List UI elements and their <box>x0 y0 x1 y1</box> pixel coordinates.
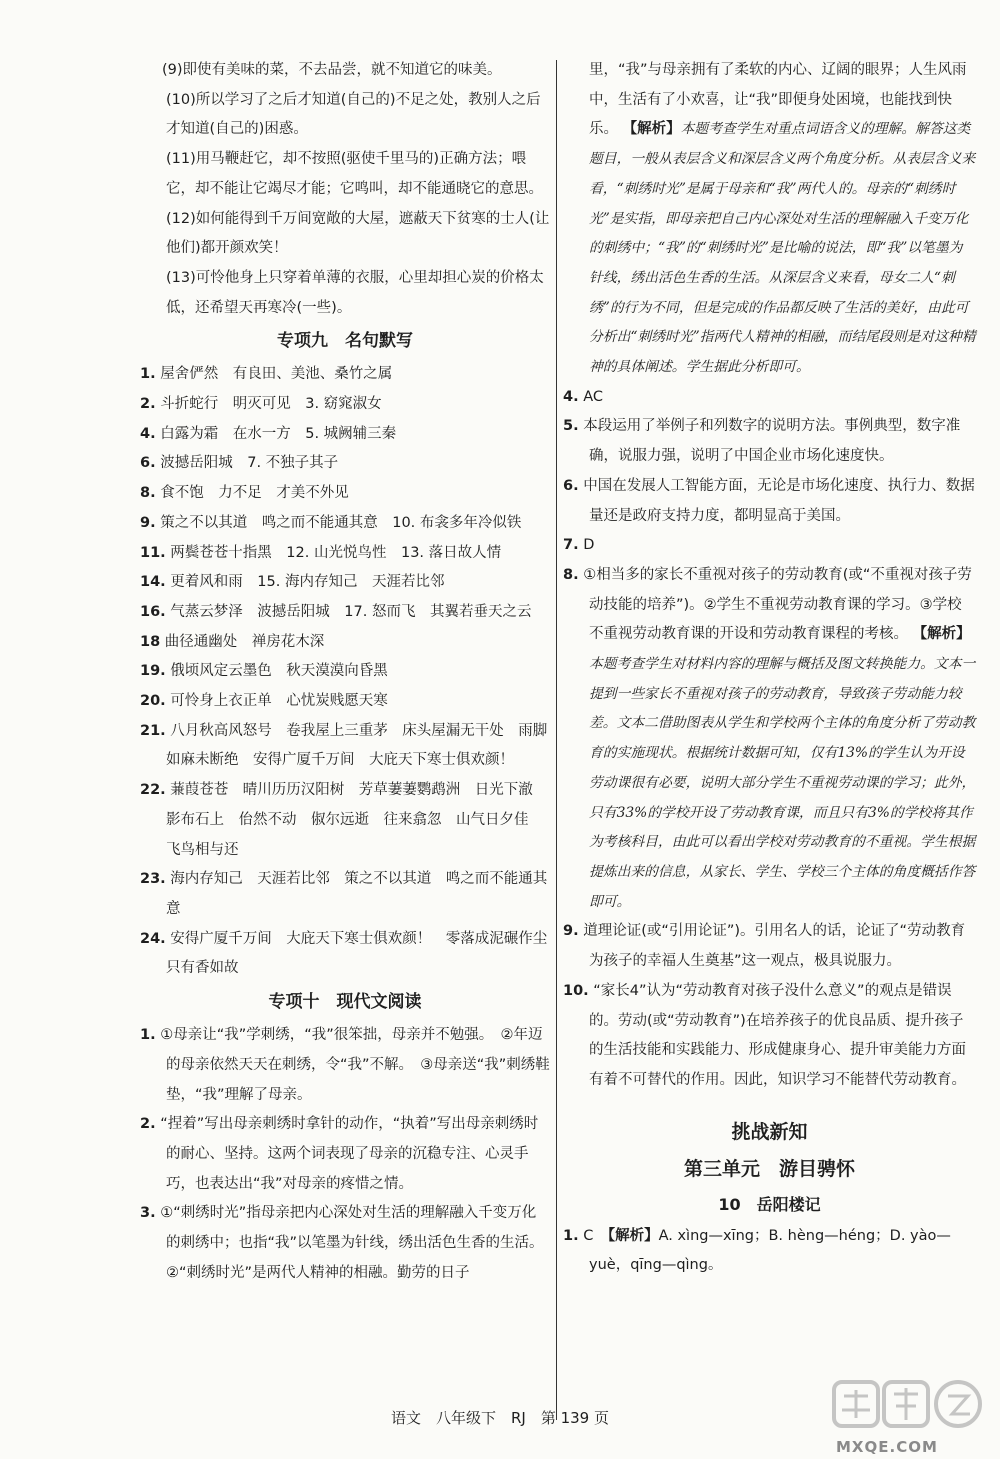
item-text: AC <box>583 388 604 405</box>
reading-list <box>140 1021 550 1288</box>
section-heading-9: 专项九 名句默写 <box>277 331 413 352</box>
mingju-answer <box>140 628 550 658</box>
mingju-answer <box>140 717 550 776</box>
reading-answer <box>563 977 976 1096</box>
watermark-text: MXQE.COM <box>836 1438 938 1456</box>
item-text: 海内存知己 天涯若比邻 策之不以其道 鸣之而不能通其意 <box>166 871 548 917</box>
mingju-answer <box>140 509 550 539</box>
item-number: 3. <box>140 1205 156 1222</box>
mingju-answer <box>140 925 562 984</box>
item-text: 八月秋高风怒号 卷我屋上三重茅 床头屋漏无干处 雨脚如麻未断绝 安得广厦千万间 大庇天下寒士俱欢颜！ <box>166 722 548 769</box>
lesson-heading: 10 岳阳楼记 <box>718 1194 821 1214</box>
answer-number: 8. <box>563 566 579 583</box>
item-text: 气蒸云梦泽 波撼岳阳城 17. 怒而飞 其翼若垂天之云 <box>170 603 532 620</box>
right-column <box>563 56 976 1281</box>
column-divider <box>556 60 557 1420</box>
item-number: 4. <box>563 388 579 405</box>
item-number: 24. <box>140 930 166 947</box>
item-number: 8. <box>140 485 156 502</box>
item-number: 4. <box>140 425 156 442</box>
answer-3-text: 里，“我”与母亲拥有了柔软的内心、辽阔的眼界；人生风雨中，生活有了小欢喜，让“我”即便身处困境，也能找到快乐。 <box>589 62 967 138</box>
reading-answer <box>140 1021 550 1110</box>
reading-answer <box>140 1110 550 1199</box>
item-number: 5. <box>563 418 579 435</box>
item-number: 6. <box>140 455 156 472</box>
item-number: 19. <box>140 663 166 680</box>
item-text: 中国在发展人工智能方面，无论是市场化速度、执行力、数据量还是政府支持力度，都明显高于美国。 <box>583 477 975 524</box>
reading-answer <box>563 412 976 471</box>
answer-8 <box>563 561 976 917</box>
item-number: 1. <box>140 1027 156 1044</box>
analysis-tag: 【解析】 <box>622 121 681 138</box>
item-text: 安得广厦千万间 大庇天下寒士俱欢颜！ 零落成泥碾作尘 只有香如故 <box>166 930 562 977</box>
item-number: 11. <box>140 544 166 561</box>
item-number: 2. <box>140 396 156 413</box>
item-text: 道理论证(或“引用论证”)。引用名人的话，论证了“劳动教育为孩子的幸福人生奠基”这一观点，极具说服力。 <box>583 923 966 970</box>
item-text: 更着风和雨 15. 海内存知己 天涯若比邻 <box>170 574 445 591</box>
analysis-text: 本题考查学生对材料内容的理解与概括及图文转换能力。文本一提到一些家长不重视对孩子的劳动教育，导致孩子劳动能力较差。文本二借助图表从学生和学校两个主体的角度分析了劳动教育的实施现状。根据统计数据可知，仅有13%的学生认为开设劳动课很有必要，说明大部分学生不重视劳动课的学习；此外，只有33%的学校开设了劳动教育课，而且只有3%的学校将其作为考核科目，由此可以看出学校对劳动教育的不重视。学生根据提炼出来的信息，从家长、学生、学校三个主体的角度概括作答即可。 <box>589 656 976 910</box>
analysis-text: 本题考查学生对重点词语含义的理解。解答这类题目，一般从表层含义和深层含义两个角度分析。从表层含义来看，“刺绣时光”是属于母亲和“我”两代人的。母亲的“刺绣时光”是实指，即母亲把自己内心深处对生活的理解融入千变万化的刺绣中；“我”的“刺绣时光”是比喻的说法，即“我”以笔墨为针线，绣出活色生香的生活。从深层含义来看，母女二人“刺绣”的行为不同，但是完成的作品都反映了生活的美好，由此可分析出“刺绣时光”指两代人精神的相融，而结尾段则是对这种精神的具体阐述。学生据此分析即可。 <box>589 121 976 376</box>
page-footer: 语文 八年级下 RJ 第 139 页 <box>390 1409 609 1427</box>
reading-answer <box>563 531 976 561</box>
analysis-tag: 【解析】 <box>912 626 971 643</box>
answer-number: 1. <box>563 1227 579 1244</box>
item-text: ①“刺绣时光”指母亲把内心深处对生活的理解融入千变万化的刺绣中；也指“我”以笔墨为针线，绣出活色生香的生活。②“刺绣时光”是两代人精神的相融。勤劳的日子 <box>160 1205 544 1281</box>
unit-heading: 第三单元 游目骋怀 <box>683 1157 855 1180</box>
translation-9: (9)即使有美味的菜，不去品尝，就不知道它的味美。 <box>162 62 502 78</box>
reading-answers-9-10 <box>563 917 976 1095</box>
item-text: “家长4”认为“劳动教育对孩子没什么意义”的观点是错误的。劳动(或“劳动教育”)在培养孩子的优良品质、提升孩子的生活技能和实践能力、形成健康身心、提升审美能力方面有着不可替代的作用。因此，知识学习不能替代劳动教育。 <box>589 982 966 1088</box>
mingju-answer <box>140 865 550 924</box>
reading-answer <box>563 472 976 531</box>
item-number: 23. <box>140 871 166 888</box>
item-text: 蒹葭苍苍 晴川历历汉阳树 芳草萋萋鹦鹉洲 日光下澈 影布石上 佁然不动 俶尔远逝 往来翕忽 山气日夕佳 飞鸟相与还 <box>166 782 548 858</box>
item-text: 可怜身上衣正单 心忧炭贱愿天寒 <box>170 693 388 710</box>
translation-10: (10)所以学习了之后才知道(自己的)不足之处，教别人之后才知道(自己的)困惑。 <box>166 91 541 138</box>
mingju-answer <box>140 776 550 865</box>
item-number: 10. <box>563 982 589 999</box>
mingju-list <box>140 360 562 984</box>
item-text: 两鬓苍苍十指黑 12. 山光悦鸟性 13. 落日故人情 <box>170 544 502 561</box>
challenge-heading: 挑战新知 <box>731 1120 808 1143</box>
section-heading-10: 专项十 现代文阅读 <box>268 992 422 1013</box>
mingju-answer <box>140 539 550 569</box>
mingju-answer <box>140 568 550 598</box>
item-text: ①母亲让“我”学刺绣，“我”很笨拙，母亲并不勉强。 ②年迈的母亲依然天天在刺绣，令“我”不解。 ③母亲送“我”刺绣鞋垫，“我”理解了母亲。 <box>160 1027 550 1103</box>
left-column <box>140 56 562 1288</box>
answer-text: ①相当多的家长不重视对孩子的劳动教育(或“不重视对孩子劳动技能的培养”)。②学生不重视劳动教育课的学习。③学校不重视劳动教育课的开设和劳动教育课程的考核。 <box>583 566 972 643</box>
mingju-answer <box>140 687 550 717</box>
answer-choice: C <box>583 1227 594 1244</box>
item-number: 2. <box>140 1116 156 1133</box>
item-number: 1. <box>140 366 156 383</box>
translation-12: (12)如何能得到千万间宽敞的大屋，遮蔽天下贫寒的士人(让他们)都开颜欢笑！ <box>166 210 550 257</box>
lesson-answer-1 <box>563 1222 976 1281</box>
item-number: 7. <box>563 537 579 554</box>
item-number: 18 <box>140 633 161 650</box>
mingju-answer <box>140 360 550 390</box>
item-text: D <box>583 537 595 554</box>
reading-answer <box>140 1199 550 1288</box>
item-number: 22. <box>140 782 166 799</box>
item-number: 20. <box>140 693 166 710</box>
item-text: 本段运用了举例子和列数字的说明方法。事例典型，数字准确，说服力强，说明了中国企业市场化速度快。 <box>583 418 961 465</box>
answer-3-continued <box>563 56 976 383</box>
item-text: 食不饱 力不足 才美不外见 <box>160 485 349 502</box>
item-number: 9. <box>563 923 579 940</box>
item-text: 波撼岳阳城 7. 不独子其子 <box>160 455 339 472</box>
item-text: 白露为霜 在水一方 5. 城阙辅三秦 <box>160 425 397 442</box>
translation-11: (11)用马鞭赶它，却不按照(驱使千里马的)正确方法；喂它，却不能让它竭尽才能；它鸣叫，却不能通晓它的意思。 <box>166 151 543 197</box>
analysis-tag: 【解析】 <box>607 1227 659 1244</box>
item-text: “捏着”写出母亲刺绣时拿针的动作，“执着”写出母亲刺绣时的耐心、坚持。这两个词表现了母亲的沉稳专注、心灵手巧，也表达出“我”对母亲的疼惜之情。 <box>160 1116 539 1192</box>
item-number: 9. <box>140 514 156 531</box>
analysis-text: A. xìng—xīng；B. hèng—héng；D. yào—yuè，qīng—qìng。 <box>589 1227 951 1274</box>
mingju-answer <box>140 390 550 420</box>
item-number: 14. <box>140 574 166 591</box>
mingju-answer <box>140 598 550 628</box>
item-number: 16. <box>140 603 166 620</box>
item-number: 6. <box>563 477 579 494</box>
item-text: 斗折蛇行 明灭可见 3. 窈窕淑女 <box>160 396 382 413</box>
mingju-answer <box>140 420 550 450</box>
translation-13: (13)可怜他身上只穿着单薄的衣服，心里却担心炭的价格太低，还希望天再寒冷(一些)。 <box>166 269 544 316</box>
item-text: 曲径通幽处 禅房花木深 <box>164 633 325 650</box>
item-text: 屋舍俨然 有良田、美池、桑竹之属 <box>160 366 393 383</box>
reading-answers-4-7 <box>563 383 976 561</box>
mingju-answer <box>140 449 550 479</box>
item-number: 21. <box>140 722 166 739</box>
item-text: 策之不以其道 鸣之而不能通其意 10. 布衾多年冷似铁 <box>160 514 522 531</box>
mingju-answer <box>140 657 550 687</box>
item-text: 俄顷风定云墨色 秋天漠漠向昏黑 <box>170 663 388 680</box>
mingju-answer <box>140 479 550 509</box>
reading-answer <box>563 917 976 976</box>
reading-answer <box>563 383 976 413</box>
